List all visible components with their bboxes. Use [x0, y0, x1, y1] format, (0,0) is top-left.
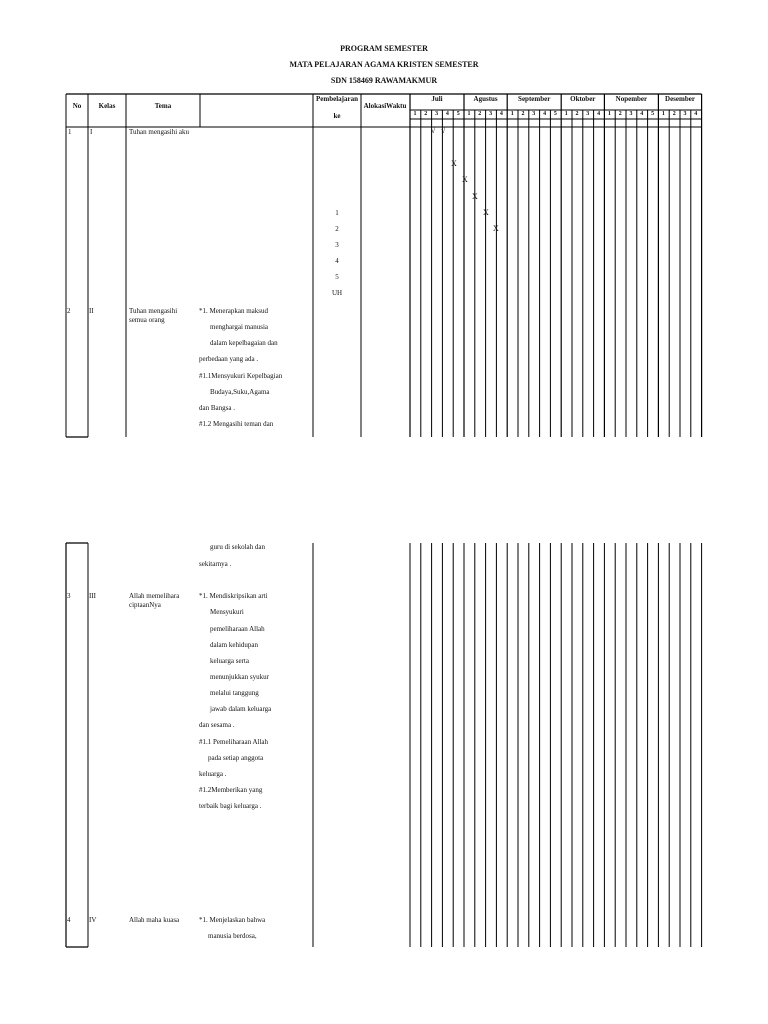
week-number: 2	[672, 111, 676, 117]
header-alokasi-waktu: AlokasiWaktu	[363, 102, 407, 110]
row3-kelas: III	[89, 592, 96, 600]
month-header: September	[518, 95, 551, 103]
row1-no: 1	[68, 128, 72, 136]
week-number: 3	[586, 111, 590, 117]
kd-line: guru di sekolah dan	[210, 543, 266, 551]
kd-line: *1. Menerapkan maksud	[199, 307, 269, 315]
kd-line: dan sesama .	[199, 721, 235, 729]
week-number: 2	[618, 111, 622, 117]
week-number: 5	[651, 111, 655, 117]
week-number: 3	[435, 111, 439, 117]
kd-line: pada setiap anggota	[208, 754, 264, 762]
month-header: Nopember	[615, 95, 648, 103]
week-number: 4	[445, 111, 449, 117]
week-number: 1	[467, 111, 471, 117]
cross-mark: X	[472, 192, 478, 201]
kd-line: menghargai manusia	[210, 323, 268, 331]
kd-line: keluarga .	[199, 770, 227, 778]
week-number: 3	[629, 111, 633, 117]
header-ke: ke	[333, 112, 341, 120]
header-kelas: Kelas	[98, 102, 116, 110]
title-school: SDN 158469 RAWAMAKMUR	[330, 76, 438, 85]
week-number: 4	[640, 111, 644, 117]
cross-mark: X	[493, 224, 499, 233]
kd-line: melalui tanggung	[210, 689, 259, 697]
week-number: 5	[553, 111, 557, 117]
kd-line: jawab dalam keluarga	[210, 705, 272, 713]
pembelajaran-4: 4	[335, 257, 339, 265]
month-header: Juli	[431, 95, 443, 103]
kd-line: manusia berdosa,	[208, 932, 257, 940]
week-number: 2	[521, 111, 525, 117]
row2-tema-line1: Tuhan mengasihi	[129, 307, 178, 315]
week-number: 1	[661, 111, 665, 117]
row2-kelas: II	[89, 307, 94, 315]
kd-line: Budaya,Suku,Agama	[210, 388, 270, 396]
week-number: 1	[607, 111, 611, 117]
kd-line: dalam kehidupan	[210, 641, 259, 649]
row1-tema: Tuhan mengasihi aku	[129, 128, 190, 136]
week-number: 2	[575, 111, 579, 117]
pembelajaran-uh: UH	[331, 289, 343, 297]
week-number: 3	[683, 111, 687, 117]
week-number: 1	[564, 111, 568, 117]
kd-line: #1.1Mensyukuri Kepelbagian	[199, 372, 283, 380]
kd-line: *1. Mendiskripsikan arti	[199, 592, 268, 600]
kd-line: Mensyukuri	[210, 608, 244, 616]
week-number: 3	[489, 111, 493, 117]
month-header: Agustus	[473, 95, 498, 103]
week-number: 4	[543, 111, 547, 117]
kd-line: perbedaan yang ada .	[199, 355, 259, 363]
kd-line: #1.2 Mengasihi teman dan	[199, 420, 274, 428]
kd-line: terbaik bagi keluarga .	[199, 802, 262, 810]
kd-line: keluarga serta	[210, 657, 249, 665]
cross-mark: X	[451, 159, 457, 168]
pembelajaran-1: 1	[335, 209, 339, 217]
title-program-semester: PROGRAM SEMESTER	[340, 44, 428, 53]
title-mata-pelajaran: MATA PELAJARAN AGAMA KRISTEN SEMESTER	[289, 60, 479, 69]
row3-no: 3	[67, 592, 71, 600]
week-number: 3	[532, 111, 536, 117]
pembelajaran-2: 2	[335, 225, 339, 233]
kd-line: *1. Menjelaskan bahwa	[199, 916, 266, 924]
week-number: 4	[694, 111, 698, 117]
check-mark: √	[431, 126, 436, 135]
week-number: 2	[478, 111, 482, 117]
kd-line: dalam kepelbagaian dan	[210, 339, 278, 347]
kd-line: dan Bangsa .	[199, 404, 235, 412]
row4-no: 4	[67, 916, 71, 924]
week-number: 4	[597, 111, 601, 117]
kd-line: menunjukkan syukur	[210, 673, 269, 681]
check-mark: √	[441, 126, 446, 135]
row3-tema-line1: Allah memelihara	[129, 592, 180, 600]
week-number: 5	[456, 111, 460, 117]
header-no: No	[72, 102, 82, 110]
row2-no: 2	[67, 307, 71, 315]
pembelajaran-5: 5	[335, 273, 339, 281]
header-pembelajaran: Pembelajaran	[316, 95, 358, 103]
row4-tema: Allah maha kuasa	[129, 916, 180, 924]
cross-mark: X	[483, 208, 489, 217]
week-number: 1	[413, 111, 417, 117]
week-number: 1	[510, 111, 514, 117]
week-number: 4	[499, 111, 503, 117]
kd-line: #1.1 Pemeliharaan Allah	[199, 738, 269, 746]
pembelajaran-3: 3	[335, 241, 339, 249]
kd-line: pemeliharaan Allah	[210, 625, 265, 633]
row4-kelas: IV	[89, 916, 97, 924]
week-number: 2	[424, 111, 428, 117]
kd-line: sekitarnya .	[199, 560, 232, 568]
row2-tema-line2: semua orang	[129, 316, 165, 324]
cross-mark: X	[462, 175, 468, 184]
row3-tema-line2: ciptaanNya	[129, 601, 161, 609]
header-tema: Tema	[154, 102, 172, 110]
kd-line: #1.2Memberikan yang	[199, 786, 263, 794]
month-header: Desember	[665, 95, 695, 103]
month-header: Oktober	[570, 95, 596, 103]
row1-kelas: I	[90, 128, 93, 136]
